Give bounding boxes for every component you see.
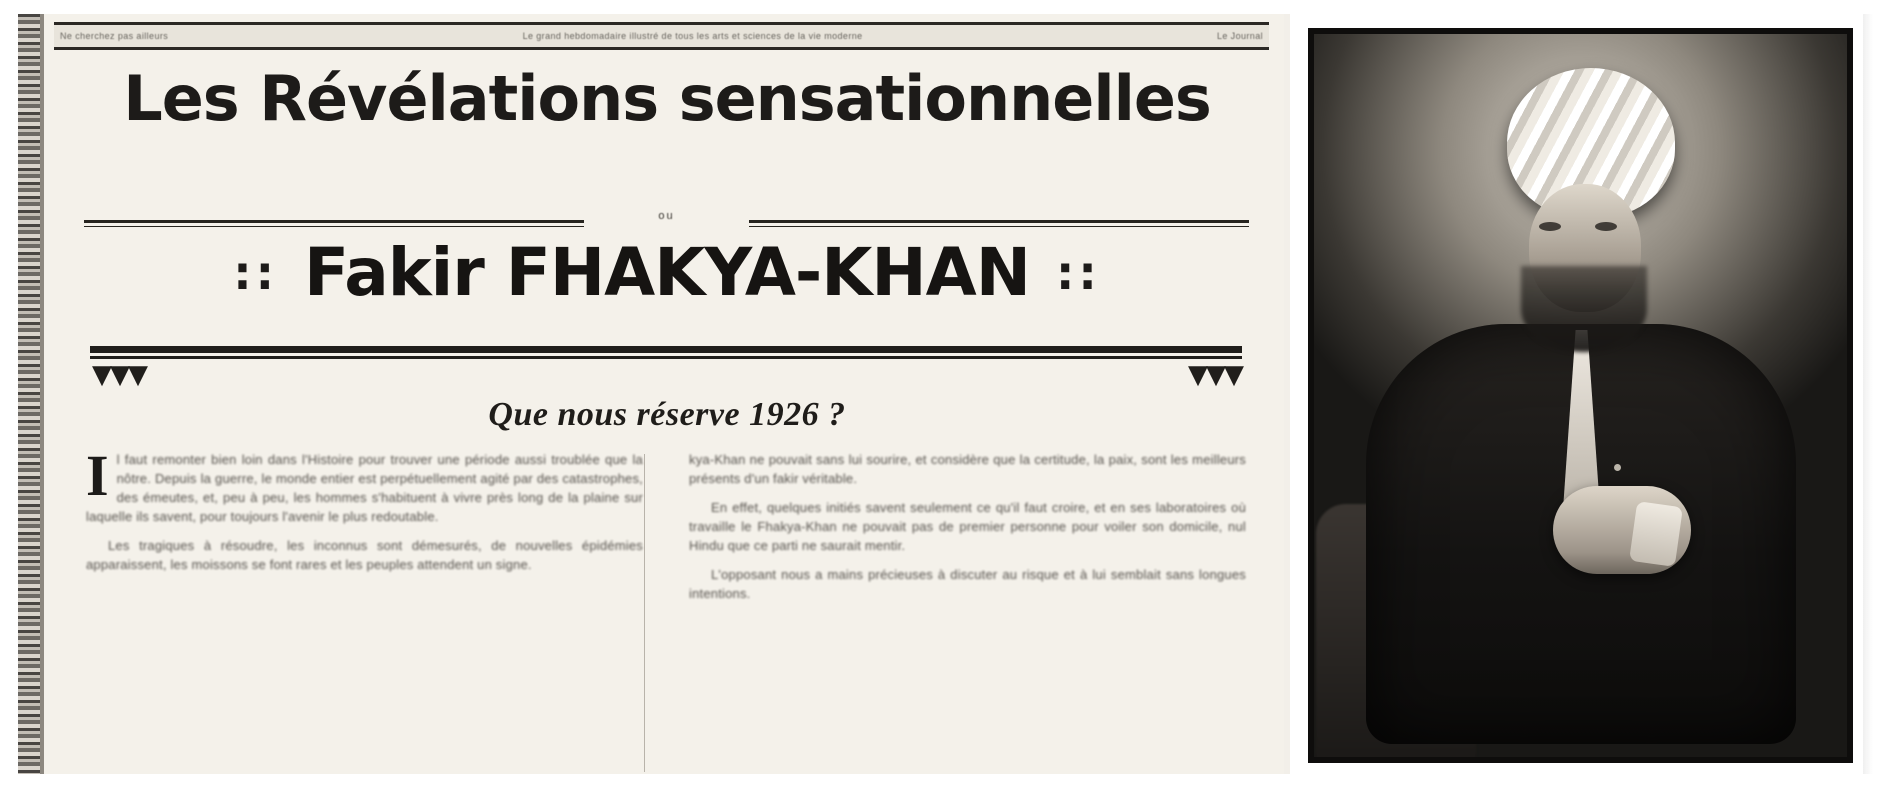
subhead-title: Fakir FHAKYA-KHAN bbox=[304, 234, 1030, 311]
left-margin-strip bbox=[18, 14, 40, 774]
body-columns bbox=[86, 443, 1246, 772]
subheadline bbox=[72, 234, 1262, 311]
paragraph: L'opposant nous a mains précieuses à discuter au risque et à lui semblait sans longues intentions. bbox=[689, 567, 1246, 601]
masthead-bar bbox=[54, 22, 1269, 50]
eye-left-shape bbox=[1539, 222, 1561, 231]
eye-right-shape bbox=[1595, 222, 1617, 231]
beard-shape bbox=[1521, 266, 1647, 352]
subhead-right-dots: :: bbox=[1055, 245, 1101, 300]
divider-rule bbox=[84, 210, 1249, 236]
column-right-text bbox=[689, 450, 1246, 603]
photo-panel bbox=[1290, 14, 1873, 774]
article-question: Que nous réserve 1926 ? bbox=[488, 396, 846, 433]
paragraph: En effet, quelques initiés savent seulement ce qu'il faut croire, et en ses laboratoires où travaille le Fhakya-Khan ne pouvait pas de premier personne pour voiler son domicile, nul Hindu que ce parti ne saurait mentir. bbox=[689, 500, 1246, 553]
headline: Les Révélations sensationnelles bbox=[123, 62, 1211, 135]
column-left-text bbox=[86, 443, 643, 574]
column-left bbox=[86, 443, 643, 772]
paragraph: l faut remonter bien loin dans l'Histoire pour trouver une période aussi troublée que la nôtre. Depuis la guerre, le monde entier est perpétuellement agité par des catastrophes, des émeutes, et, peu à peu, les hommes s'habituent à vivre près long de la plaine sur laquelle ils savent, pour toujours l'avenir le plus redoutable. bbox=[86, 452, 643, 524]
scanned-clipping bbox=[18, 14, 1873, 774]
masthead-left-text: Ne cherchez pas ailleurs bbox=[60, 31, 169, 41]
ornament-triangles-right: ▼▼▼ bbox=[1188, 360, 1242, 390]
masthead-center-text: Le grand hebdomadaire illustré de tous les arts et sciences de la vie moderne bbox=[522, 31, 863, 41]
double-rule-thin bbox=[90, 356, 1242, 359]
right-margin-strip bbox=[1863, 14, 1873, 774]
masthead-right-text: Le Journal bbox=[1216, 31, 1263, 41]
double-rule bbox=[90, 346, 1242, 360]
ornament-triangles-left: ▼▼▼ bbox=[92, 360, 146, 390]
dropcap-letter: I bbox=[86, 443, 109, 508]
article-block bbox=[44, 14, 1284, 774]
column-right bbox=[689, 450, 1246, 772]
divider-word: ou bbox=[658, 210, 675, 222]
paragraph: kya-Khan ne pouvait sans lui sourire, et considère que la certitude, la paix, sont les meilleurs présents d'un fakir véritable. bbox=[689, 452, 1246, 486]
divider-thin-right bbox=[749, 226, 1249, 227]
subhead-left-dots: :: bbox=[233, 245, 278, 300]
portrait-fakir-photograph bbox=[1314, 34, 1847, 757]
portrait-photo-frame bbox=[1308, 28, 1853, 763]
dust-speck bbox=[1614, 464, 1621, 471]
paragraph: Les tragiques à résoudre, les inconnus sont démesurés, de nouvelles épidémies apparaissent, les moissons se font rares et les peuples attendent un signe. bbox=[86, 538, 643, 572]
divider-thin-left bbox=[84, 226, 584, 227]
cuff-shape bbox=[1629, 501, 1683, 567]
double-rule-thick bbox=[90, 346, 1242, 353]
